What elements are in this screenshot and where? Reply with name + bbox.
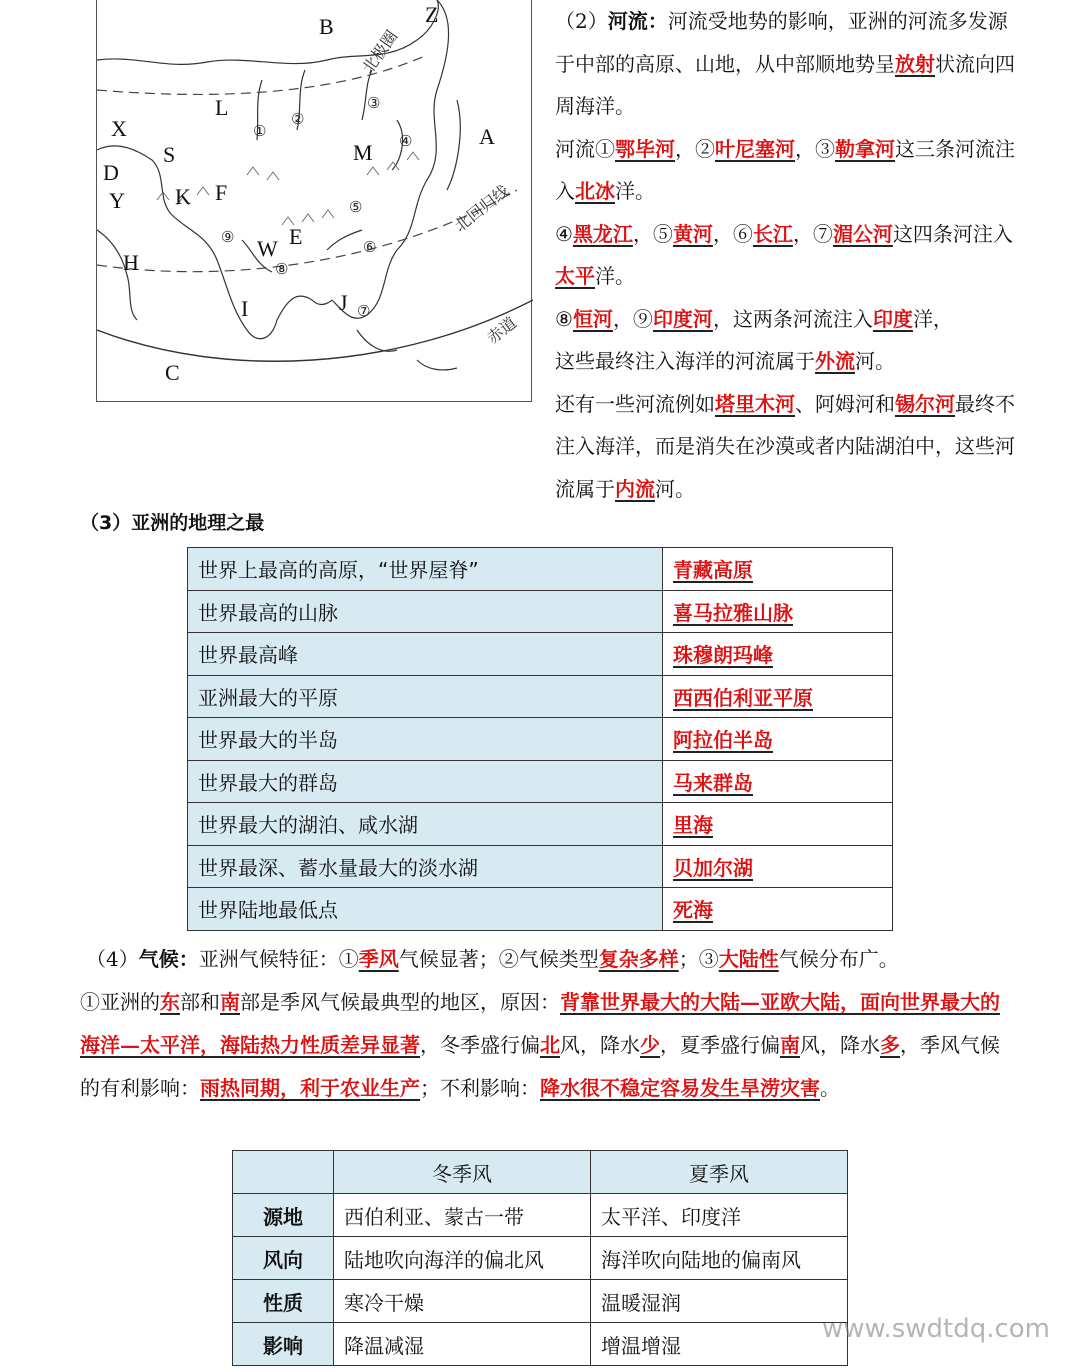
answer: 北	[540, 1033, 560, 1057]
answer: 青藏高原	[673, 558, 753, 583]
row-label: 风向	[233, 1237, 334, 1280]
climate-text: 气候分布广。	[778, 947, 899, 971]
answer-cell	[663, 590, 893, 633]
map-label-f: F	[215, 180, 228, 205]
climate-text: 部和	[180, 990, 220, 1014]
answer: 湄公河	[832, 221, 893, 246]
map-label-m: M	[353, 140, 373, 165]
answer: 贝加尔湖	[673, 855, 753, 880]
map-label-b: B	[319, 14, 334, 39]
rivers-text: 河。	[655, 476, 695, 501]
rivers-text: ，⑦	[792, 221, 833, 246]
answer: 长江	[752, 221, 793, 246]
map-label-s: S	[163, 142, 176, 167]
rivers-text: ，⑨	[612, 306, 653, 331]
climate-text: 风，降水	[800, 1033, 880, 1057]
header-blank	[233, 1151, 334, 1194]
river-marker-5: ⑤	[349, 198, 363, 216]
answer: 印度河	[652, 306, 713, 331]
monsoon-table	[232, 1150, 848, 1366]
table-row	[233, 1280, 848, 1323]
rivers-text: 还有一些河流例如	[555, 391, 715, 416]
answer: 喜马拉雅山脉	[673, 600, 793, 625]
climate-text: ①亚洲的	[80, 990, 160, 1014]
question-cell: 亚洲最大的平原	[188, 675, 663, 718]
rivers-text: 这些最终注入海洋的河流属于	[555, 349, 815, 373]
rivers-text: 这四条河注入	[892, 221, 1013, 246]
answer: 恒河	[572, 306, 613, 331]
superlatives-heading: （3）亚洲的地理之最	[80, 512, 265, 534]
answer: 珠穆朗玛峰	[673, 643, 773, 668]
question-cell: 世界最高峰	[188, 633, 663, 676]
map-label-w: W	[257, 236, 278, 261]
rivers-text: 这三条河流注入	[555, 136, 1015, 203]
map-label-x: X	[111, 116, 127, 141]
asia-map	[96, 0, 532, 402]
table-row	[188, 803, 893, 846]
rivers-text: ⑧	[555, 306, 573, 331]
answer-cell	[663, 675, 893, 718]
table-row	[188, 718, 893, 761]
answer: 死海	[673, 898, 713, 923]
map-drawing	[97, 0, 533, 402]
rivers-text: 洋。	[615, 179, 655, 203]
rivers-text: 河。	[855, 349, 895, 373]
question-cell: 世界最大的湖泊、咸水湖	[188, 803, 663, 846]
superlatives-table	[187, 547, 893, 931]
answer: 北冰	[575, 179, 615, 203]
map-label-l: L	[215, 95, 229, 120]
climate-section	[80, 938, 1010, 1110]
answer: 太平	[555, 264, 595, 288]
river-marker-8: ⑧	[275, 260, 289, 278]
climate-heading: 气候：	[138, 947, 199, 971]
answer-cell	[663, 760, 893, 803]
table-row	[188, 590, 893, 633]
rivers-section	[555, 0, 1015, 510]
river-marker-1: ①	[253, 122, 267, 140]
row-label: 影响	[233, 1323, 334, 1366]
climate-text: 气候显著；②气候类型	[398, 947, 599, 971]
summer-cell: 增温增湿	[591, 1323, 848, 1366]
rivers-text: 河流受地势的影响，亚洲的河流多发源于中部的高原、山地，从中部顺地势呈	[555, 9, 1008, 76]
winter-cell: 西伯利亚、蒙古一带	[334, 1194, 591, 1237]
answer: 黄河	[672, 221, 713, 246]
winter-cell: 降温减湿	[334, 1323, 591, 1366]
rivers-text: 最终不注入海洋，而是消失在沙漠或者内陆湖泊中，这些河流属于	[555, 391, 1015, 501]
summer-cell: 海洋吹向陆地的偏南风	[591, 1237, 848, 1280]
answer: 内流	[615, 476, 655, 501]
question-cell: 世界上最高的高原，“世界屋脊”	[188, 548, 663, 591]
river-marker-7: ⑦	[357, 302, 371, 320]
summer-cell: 太平洋、印度洋	[591, 1194, 848, 1237]
answer: 东	[160, 990, 180, 1014]
climate-text: 。	[820, 1076, 840, 1100]
rivers-heading-num: （2）	[555, 9, 608, 33]
climate-heading-num: （4）	[86, 947, 139, 971]
rivers-text: 洋，	[912, 306, 953, 331]
answer: 南	[220, 990, 240, 1014]
table-row	[188, 548, 893, 591]
answer: 季风	[358, 947, 399, 971]
answer: 南	[780, 1033, 800, 1057]
winter-cell: 陆地吹向海洋的偏北风	[334, 1237, 591, 1280]
table-row	[188, 633, 893, 676]
answer: 少	[640, 1033, 660, 1057]
map-label-k: K	[175, 184, 191, 209]
answer-cell	[663, 845, 893, 888]
map-label-e: E	[289, 224, 303, 249]
equator-label: 赤道	[483, 312, 521, 348]
answer: 背靠世界最大的大陆—亚欧大陆，面向世界最大的海洋—太平洋，海陆热力性质差异显著	[80, 990, 1000, 1057]
question-cell: 世界最大的群岛	[188, 760, 663, 803]
answer-cell	[663, 803, 893, 846]
rivers-text: 、阿姆河和	[795, 391, 895, 416]
rivers-text: ，②	[675, 136, 715, 161]
river-marker-6: ⑥	[363, 238, 377, 256]
answer: 复杂多样	[598, 947, 679, 971]
answer: 阿拉伯半岛	[673, 728, 773, 753]
answer-cell	[663, 888, 893, 931]
row-label: 性质	[233, 1280, 334, 1323]
rivers-text: 状流向四周海洋。	[555, 51, 1015, 118]
climate-text: ；不利影响：	[420, 1076, 540, 1100]
answer: 马来群岛	[673, 770, 753, 795]
answer-cell	[663, 633, 893, 676]
rivers-heading: 河流：	[607, 9, 668, 33]
answer: 西西伯利亚平原	[673, 685, 813, 710]
answer: 黑龙江	[572, 221, 633, 246]
rivers-text: ，⑤	[632, 221, 673, 246]
question-cell: 世界最大的半岛	[188, 718, 663, 761]
answer: 锡尔河	[895, 391, 955, 416]
answer: 里海	[673, 813, 713, 838]
answer-cell	[663, 548, 893, 591]
answer: 外流	[815, 349, 855, 373]
climate-text: 风，降水	[560, 1033, 640, 1057]
question-cell: 世界陆地最低点	[188, 888, 663, 931]
climate-text: 部是季风气候最典型的地区，原因：	[240, 990, 560, 1014]
map-label-c: C	[165, 360, 180, 385]
climate-text: ，夏季盛行偏	[660, 1033, 780, 1057]
rivers-text: 河流①	[555, 136, 615, 161]
question-cell: 世界最深、蓄水量最大的淡水湖	[188, 845, 663, 888]
answer: 叶尼塞河	[715, 136, 795, 161]
climate-text: ，季风气候的有利影响：	[80, 1033, 1000, 1100]
header-summer: 夏季风	[591, 1151, 848, 1194]
answer: 降水很不稳定容易发生旱涝灾害	[540, 1076, 820, 1100]
climate-text: ，冬季盛行偏	[420, 1033, 540, 1057]
rivers-text: ④	[555, 221, 573, 246]
table-row	[233, 1194, 848, 1237]
tropic-label: 北回归线	[450, 181, 513, 236]
table-row	[188, 845, 893, 888]
answer: 大陆性	[718, 947, 779, 971]
map-label-y: Y	[109, 188, 125, 213]
summer-cell: 温暖湿润	[591, 1280, 848, 1323]
map-label-i: I	[241, 296, 249, 321]
map-label-h: H	[123, 250, 139, 275]
header-winter: 冬季风	[334, 1151, 591, 1194]
answer-cell	[663, 718, 893, 761]
answer: 多	[880, 1033, 900, 1057]
rivers-text: 洋。	[595, 264, 635, 288]
answer: 放射	[895, 51, 935, 76]
table-row	[233, 1237, 848, 1280]
map-label-d: D	[103, 160, 119, 185]
river-marker-9: ⑨	[221, 228, 235, 246]
answer: 雨热同期，利于农业生产	[200, 1076, 420, 1100]
climate-text: ；③	[678, 947, 719, 971]
answer: 塔里木河	[715, 391, 795, 416]
row-label: 源地	[233, 1194, 334, 1237]
table-row	[188, 888, 893, 931]
watermark: www.swdtdq.com	[822, 1314, 1050, 1344]
rivers-text: ，③	[795, 136, 835, 161]
rivers-text: ，这两条河流注入	[712, 306, 873, 331]
winter-cell: 寒冷干燥	[334, 1280, 591, 1323]
question-cell: 世界最高的山脉	[188, 590, 663, 633]
answer: 鄂毕河	[615, 136, 675, 161]
arctic-circle-label: 北极圈	[358, 26, 402, 78]
river-marker-4: ④	[399, 132, 413, 150]
river-marker-2: ②	[291, 110, 305, 128]
table-row	[188, 760, 893, 803]
map-label-z: Z	[425, 2, 439, 27]
map-label-j: J	[339, 290, 348, 315]
climate-text: 亚洲气候特征：①	[198, 947, 359, 971]
answer: 印度	[872, 306, 913, 331]
answer: 勒拿河	[835, 136, 895, 161]
map-label-a: A	[479, 124, 495, 149]
rivers-text: ，⑥	[712, 221, 753, 246]
table-header-row	[233, 1151, 848, 1194]
table-row	[188, 675, 893, 718]
table-row	[233, 1323, 848, 1366]
river-marker-3: ③	[367, 94, 381, 112]
